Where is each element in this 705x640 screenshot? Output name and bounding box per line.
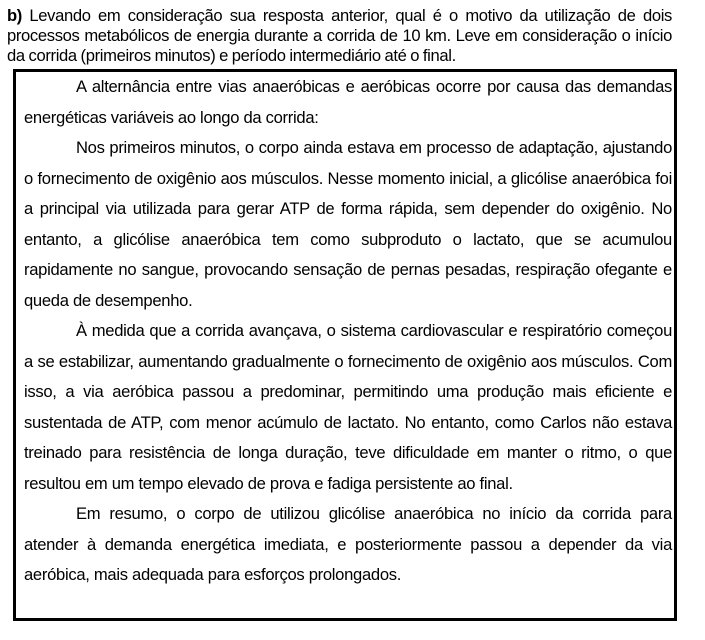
question-text xyxy=(7,6,672,66)
answer-paragraph-initial-phase: Nos primeiros minutos, o corpo ainda estava em processo de adaptação, ajustando o fornecimento de oxigênio aos músculos. Nesse momento inicial, a glicólise anaeróbica foi a principal via utilizada para gerar ATP de forma rápida, sem depender do oxigênio. No entanto, a glicólise anaeróbica tem como subproduto o lactato, que se acumulou rapidamente no sangue, provocando sensação de pernas pesadas, respiração ofegante e queda de desempenho. xyxy=(24,138,672,310)
question-body: Levando em consideração sua resposta anterior, qual é o motivo da utilização de dois processos metabólicos de energia durante a corrida de 10 km. Leve em consideração o início da corrida (primeiros minutos) e período intermediário até o final. xyxy=(7,6,672,65)
question-label: b) xyxy=(7,6,22,25)
answer-box xyxy=(13,69,677,621)
answer-paragraph-intermediate-phase: À medida que a corrida avançava, o sistema cardiovascular e respiratório começou a se estabilizar, aumentando gradualmente o fornecimento de oxigênio aos músculos. Com isso, a via aeróbica passou a predominar, permitindo uma produção mais eficiente e sustentada de ATP, com menor acúmulo de lactato. No entanto, como Carlos não estava treinado para resistência de longa duração, teve dificuldade em manter o ritmo, o que resultou em um tempo elevado de prova e fadiga persistente ao final. xyxy=(24,321,672,493)
answer-paragraph-summary: Em resumo, o corpo de utilizou glicólise anaeróbica no início da corrida para atender à demanda energética imediata, e posteriormente passou a depender da via aeróbica, mais adequada para esforços prolongados. xyxy=(24,504,672,584)
answer-paragraph-intro: A alternância entre vias anaeróbicas e aeróbicas ocorre por causa das demandas energéticas variáveis ao longo da corrida: xyxy=(24,77,672,127)
answer-text xyxy=(24,72,672,591)
